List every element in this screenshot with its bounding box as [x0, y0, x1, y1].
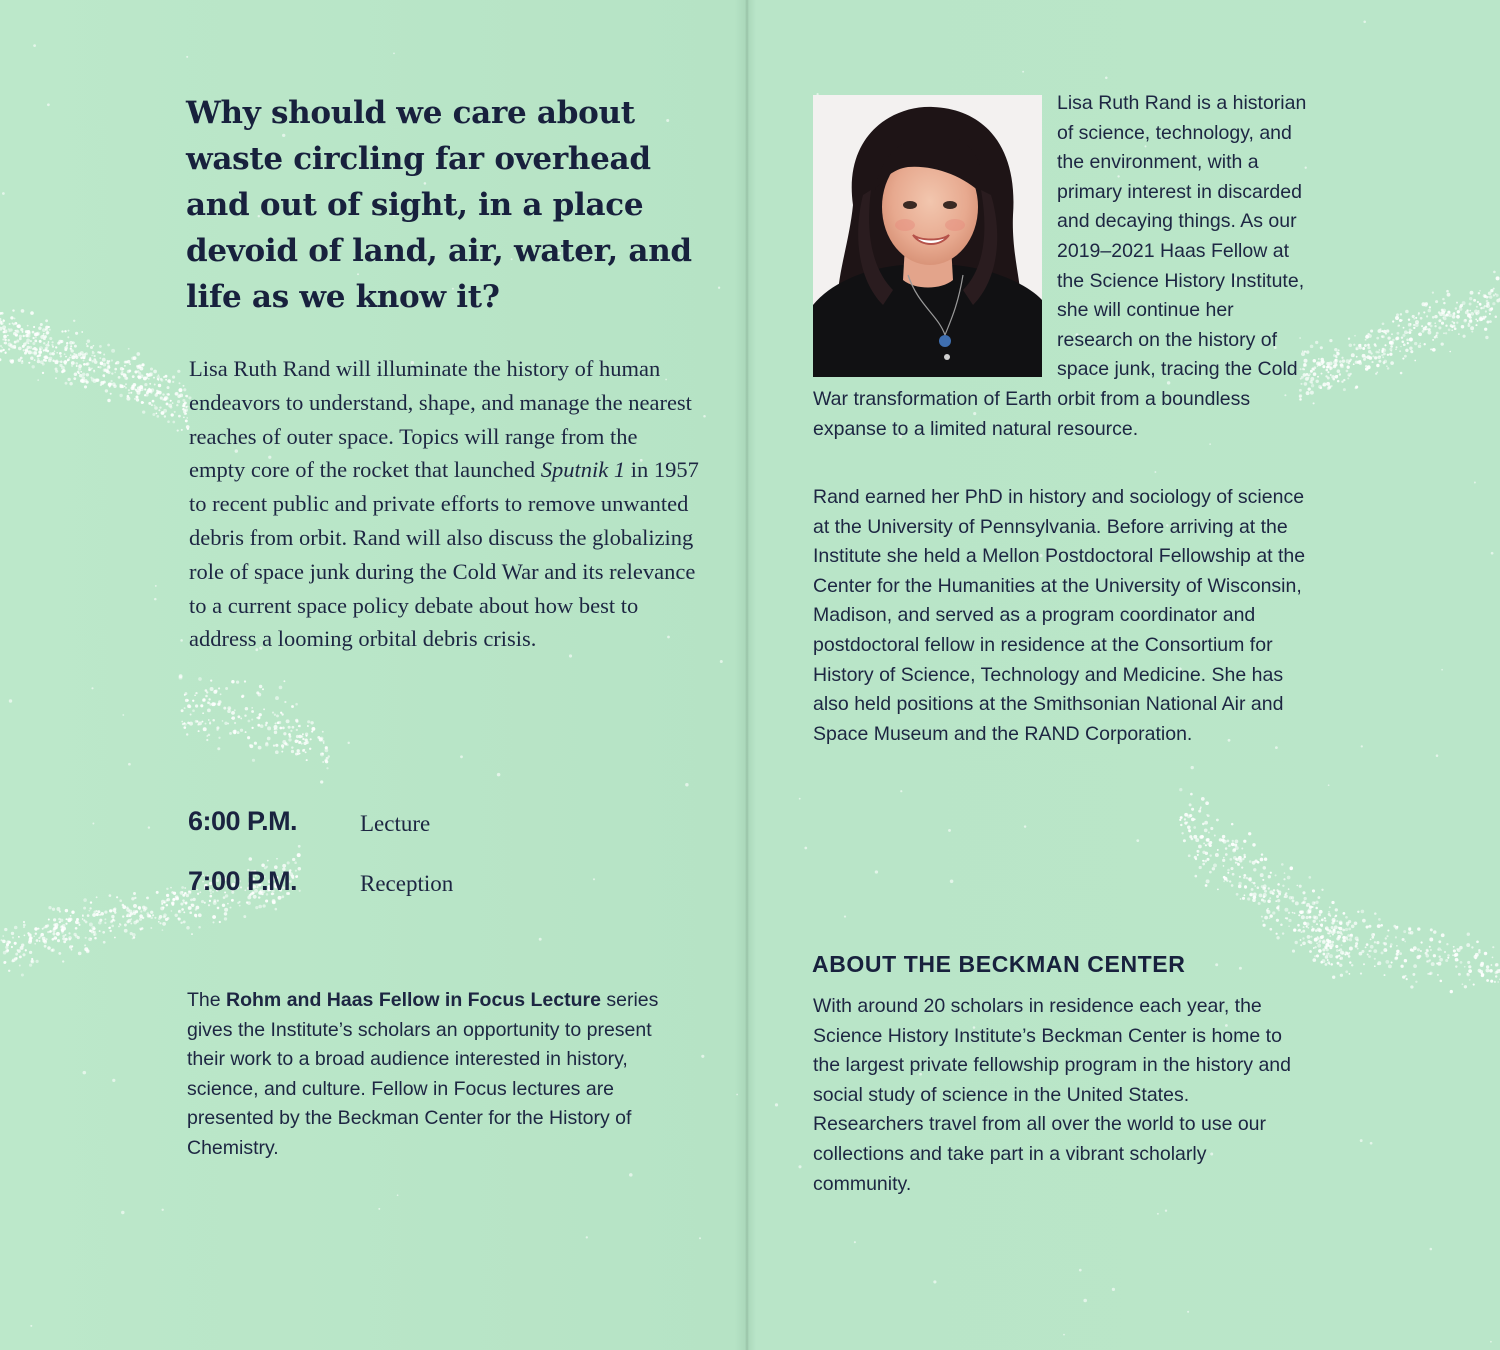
- speaker-bio-paragraph-1: [813, 89, 1313, 444]
- intro-text-end: in 1957 to recent public and private efforts to remove unwanted debris from orbit. Rand will also discuss the globalizing role of space junk during the Cold War and its relevance to a current space policy debate about how best to address a looming orbital debris crisis.: [189, 457, 699, 652]
- schedule-time: 6:00 P.M.: [188, 806, 298, 836]
- lecture-series-description: [187, 986, 687, 1164]
- intro-paragraph: [189, 352, 699, 656]
- about-heading: ABOUT THE BECKMAN CENTER: [812, 951, 1186, 977]
- schedule-row-reception: [188, 866, 608, 926]
- schedule-row-lecture: [188, 806, 608, 866]
- bio-text-1: Lisa Ruth Rand is a historian of science, technology, and the environment, with a primary interest in discarded and decaying things. As our 2019–2021 Haas Fellow at the Science History Institute, she will continue her research on the history of space junk, tracing the Cold War transformation of Earth orbit from a boundless expanse to a limited natural resource.: [813, 92, 1307, 440]
- headline: Why should we care about waste circling far overhead and out of sight, in a place devoid of land, air, water, and life as we know it?: [186, 95, 692, 315]
- schedule-label: Reception: [360, 871, 454, 896]
- event-schedule: [188, 806, 608, 926]
- about-paragraph: With around 20 scholars in residence each year, the Science History Institute’s Beckman Center is home to the largest private fellowship program in the history and social study of science in the United States. Researchers travel from all over the world to use our collections and take part in a vibrant scholarly community.: [813, 995, 1291, 1195]
- schedule-time: 7:00 P.M.: [188, 866, 298, 896]
- portrait-wrap-spacer: [813, 89, 1057, 377]
- intro-text-start: Lisa Ruth Rand will illuminate the history of human endeavors to understand, shape, and manage the nearest reaches of outer space. Topics will range from the empty core of the rocket that launched: [189, 356, 692, 483]
- series-rest: series gives the Institute’s scholars an opportunity to present their work to a broad audience interested in history, science, and culture. Fellow in Focus lectures are presented by the Beckman Center for the History of Chemistry.: [187, 989, 659, 1159]
- series-name: Rohm and Haas Fellow in Focus Lecture: [226, 989, 601, 1011]
- intro-italic-title: Sputnik 1: [540, 457, 626, 483]
- series-lead: The: [187, 989, 227, 1011]
- center-fold: [745, 0, 749, 1350]
- schedule-label: Lecture: [360, 811, 431, 836]
- speaker-bio-paragraph-2: Rand earned her PhD in history and sociology of science at the University of Pennsylvania. Before arriving at the Institute she held a Mellon Postdoctoral Fellowship at the Center for the Humanities at the University of Wisconsin, Madison, and served as a program coordinator and postdoctoral fellow in residence at the Consortium for History of Science, Technology and Medicine. She has also held positions at the Smithsonian National Air and Space Museum and the RAND Corporation.: [813, 486, 1306, 745]
